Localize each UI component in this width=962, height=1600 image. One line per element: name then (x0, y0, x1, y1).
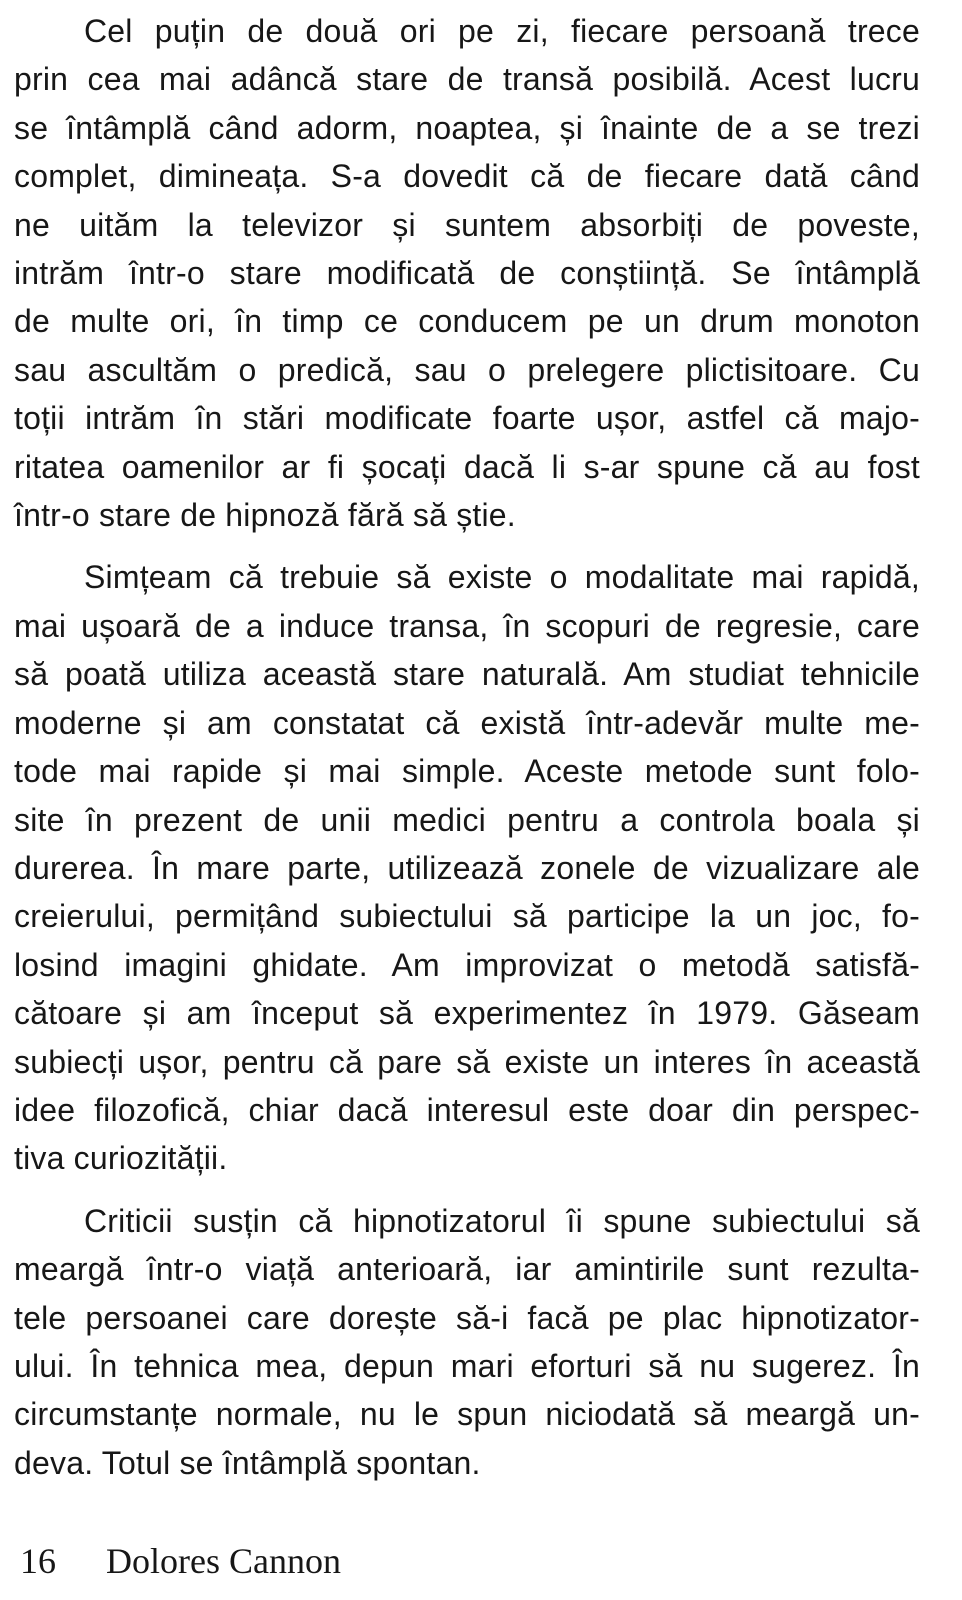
text-line: circumstanțe normale, nu le spun niciodată să meargă un- (14, 1396, 920, 1433)
text-line: complet, dimineața. S-a dovedit că de fiecare dată când (14, 158, 920, 195)
text-line: toții intrăm în stări modificate foarte ușor, astfel că majo- (14, 400, 920, 437)
text-line: creierului, permițând subiectului să participe la un joc, fo- (14, 898, 920, 935)
text-line: deva. Totul se întâmplă spontan. (14, 1444, 481, 1481)
text-line: Simțeam că trebuie să existe o modalitate mai rapidă, (84, 559, 920, 596)
paragraph-1 (14, 7, 920, 539)
text-line: idee filozofică, chiar dacă interesul este doar din perspec- (14, 1091, 920, 1128)
text-line: ului. În tehnica mea, depun mari eforturi să nu sugerez. În (14, 1347, 920, 1384)
footer-author-name: Dolores Cannon (106, 1541, 341, 1582)
text-line: într-o stare de hipnoză fără să știe. (14, 497, 516, 534)
page-number: 16 (20, 1541, 56, 1582)
paragraph-2 (14, 553, 920, 1182)
text-line: cătoare și am început să experimentez în 1979. Găseam (14, 995, 920, 1032)
text-line: se întâmplă când adorm, noaptea, și înainte de a se trezi (14, 109, 920, 146)
text-line: losind imagini ghidate. Am improvizat o metodă satisfă- (14, 946, 920, 983)
text-line: ritatea oamenilor ar fi șocați dacă li s-ar spune că au fost (14, 448, 920, 485)
text-line: subiecți ușor, pentru că pare să existe un interes în această (14, 1043, 920, 1080)
text-line: mai ușoară de a induce transa, în scopuri de regresie, care (14, 607, 920, 644)
text-line: să poată utiliza această stare naturală. Am studiat tehnicile (14, 656, 920, 693)
text-line: sau ascultăm o predică, sau o prelegere plictisitoare. Cu (14, 351, 920, 388)
text-line: Criticii susțin că hipnotizatorul îi spune subiectului să (84, 1202, 920, 1239)
text-line: Cel puțin de două ori pe zi, fiecare persoană trece (84, 13, 920, 49)
text-line: moderne și am constatat că există într-adevăr multe me- (14, 704, 920, 741)
text-line: tiva curiozității. (14, 1140, 228, 1177)
text-line: tele persoanei care dorește să-i facă pe plac hipnotizator- (14, 1299, 920, 1336)
body-text (14, 7, 920, 1487)
text-line: site în prezent de unii medici pentru a controla boala și (14, 801, 920, 838)
text-line: ne uităm la televizor și suntem absorbiți de poveste, (14, 206, 920, 243)
text-line: durerea. În mare parte, utilizează zonele de vizualizare ale (14, 849, 920, 886)
text-line: tode mai rapide și mai simple. Aceste metode sunt folo- (14, 753, 920, 790)
text-line: de multe ori, în timp ce conducem pe un drum monoton (14, 303, 920, 340)
text-line: intrăm într-o stare modificată de conștiință. Se întâmplă (14, 255, 920, 292)
text-line: prin cea mai adâncă stare de transă posibilă. Acest lucru (14, 61, 920, 98)
page-footer (14, 1539, 920, 1583)
paragraph-3 (14, 1197, 920, 1487)
text-line: meargă într-o viață anterioară, iar amintirile sunt rezulta- (14, 1251, 920, 1288)
